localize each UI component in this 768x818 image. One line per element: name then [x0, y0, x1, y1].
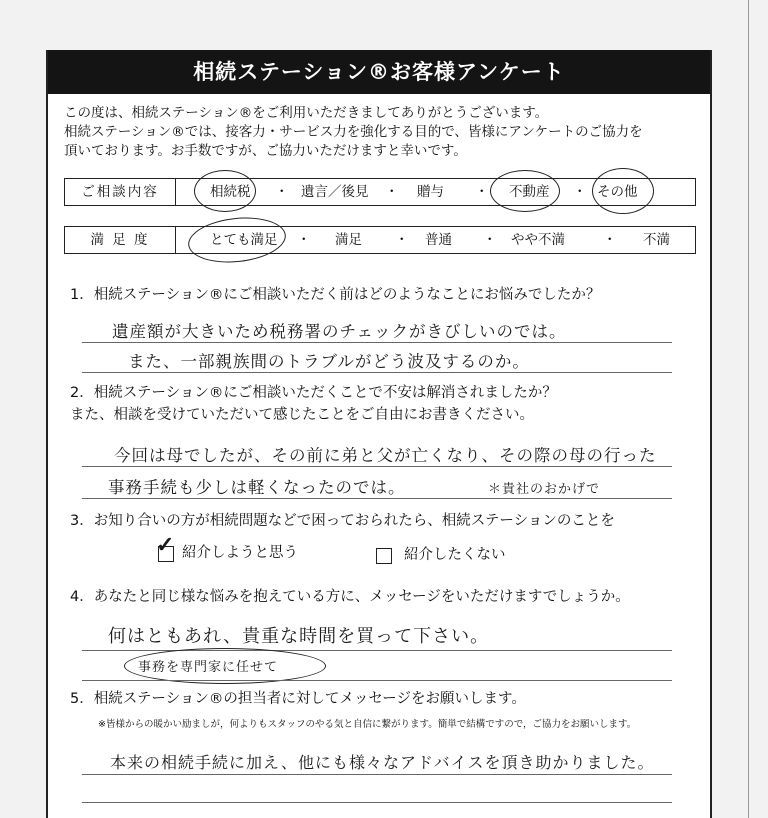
question-2-line-2: また、相談を受けていただいて感じたことをご自由にお書きください。 — [70, 407, 534, 423]
separator: ・ — [275, 184, 289, 200]
question-5-note: ※皆様からの暖かい励ましが，何よりもスタッフのやる気と自信に繋がります。簡単で結構ですので，ご協力をお願いします。 — [98, 719, 637, 730]
separator: ・ — [297, 232, 311, 248]
separator: ・ — [483, 232, 497, 248]
checkbox-recommend-no[interactable] — [376, 548, 392, 564]
separator: ・ — [603, 232, 617, 248]
intro-line-1: この度は、相続ステーション®をご利用いただきましてありがとうございます。 — [64, 105, 549, 121]
recommend-no-label: 紹介したくない — [404, 547, 506, 563]
satisfaction-option-very-satisfied[interactable]: とても満足 — [210, 232, 278, 248]
intro-line-2: 相続ステーション®では、接客力・サービス力を強化する目的で、皆様にアンケートのご協力を — [64, 124, 643, 140]
satisfaction-row — [64, 226, 696, 254]
survey-title: 相続ステーション®お客様アンケート — [48, 50, 710, 94]
answer-1-line-1: 遺産額が大きいため税務署のチェックがきびしいのでは。 — [112, 322, 567, 341]
answer-4-line-1: 何はともあれ、貴重な時間を買って下さい。 — [108, 626, 490, 647]
satisfaction-option-somewhat-dissatisfied[interactable]: やや不満 — [511, 232, 565, 248]
satisfaction-option-normal[interactable]: 普通 — [425, 232, 452, 248]
consult-option-will[interactable]: 遺言／後見 — [301, 184, 369, 200]
question-3: 3．お知り合いの方が相続問題などで困っておられたら、相続ステーションのことを — [70, 513, 615, 529]
answer-4-line-2: 事務を専門家に任せて — [138, 660, 279, 675]
question-1: 1．相続ステーション®にご相談いただく前はどのようなことにお悩みでしたか？ — [70, 287, 601, 303]
circle-mark-other — [592, 168, 654, 214]
separator: ・ — [395, 232, 409, 248]
answer-line — [82, 342, 672, 343]
consult-option-other[interactable]: その他 — [597, 184, 638, 200]
intro-line-3: 頂いております。お手数ですが、ご協力いただけますと幸いです。 — [64, 143, 467, 159]
consult-option-gift[interactable]: 贈与 — [417, 184, 444, 200]
intro-text — [64, 104, 704, 161]
circle-mark-inheritance-tax — [194, 170, 256, 212]
satisfaction-option-satisfied[interactable]: 満足 — [335, 232, 362, 248]
consult-option-inheritance-tax[interactable]: 相続税 — [210, 184, 251, 200]
answer-line — [82, 372, 672, 373]
circle-mark-real-estate — [490, 170, 560, 212]
scan-edge — [748, 0, 749, 818]
answer-5-line-1: 本来の相続手続に加え、他にも様々なアドバイスを頂き助かりました。 — [110, 753, 655, 772]
check-mark-icon: ✓ — [156, 532, 176, 558]
consult-label: ご相談内容 — [65, 179, 176, 205]
satisfaction-option-dissatisfied[interactable]: 不満 — [643, 232, 670, 248]
separator: ・ — [573, 184, 587, 200]
question-4: 4．あなたと同じ様な悩みを抱えている方に、メッセージをいただけますでしょうか。 — [70, 589, 630, 605]
answer-line — [82, 466, 672, 467]
circle-mark-very-satisfied — [186, 213, 288, 267]
separator: ・ — [475, 184, 489, 200]
question-2-line-1: 2．相続ステーション®にご相談いただくことで不安は解消されましたか？ — [70, 385, 557, 401]
question-5: 5．相続ステーション®の担当者に対してメッセージをお願いします。 — [70, 691, 526, 707]
answer-1-line-2: また、一部親族間のトラブルがどう波及するのか。 — [128, 352, 530, 371]
answer-line — [82, 498, 672, 499]
separator: ・ — [385, 184, 399, 200]
answer-2-line-2: 事務手続も少しは軽くなったのでは。 — [108, 478, 406, 497]
answer-line — [82, 774, 672, 775]
answer-line — [82, 802, 672, 803]
survey-sheet — [46, 50, 712, 818]
answer-2-line-1: 今回は母でしたが、その前に弟と父が亡くなり、その際の母の行った — [114, 446, 657, 465]
answer-2-line-3: ＊貴社のおかげで — [488, 482, 601, 497]
answer-line — [82, 680, 672, 681]
consult-option-real-estate[interactable]: 不動産 — [509, 184, 550, 200]
satisfaction-label: 満 足 度 — [65, 227, 176, 253]
recommend-yes-label: 紹介しようと思う — [182, 545, 298, 561]
